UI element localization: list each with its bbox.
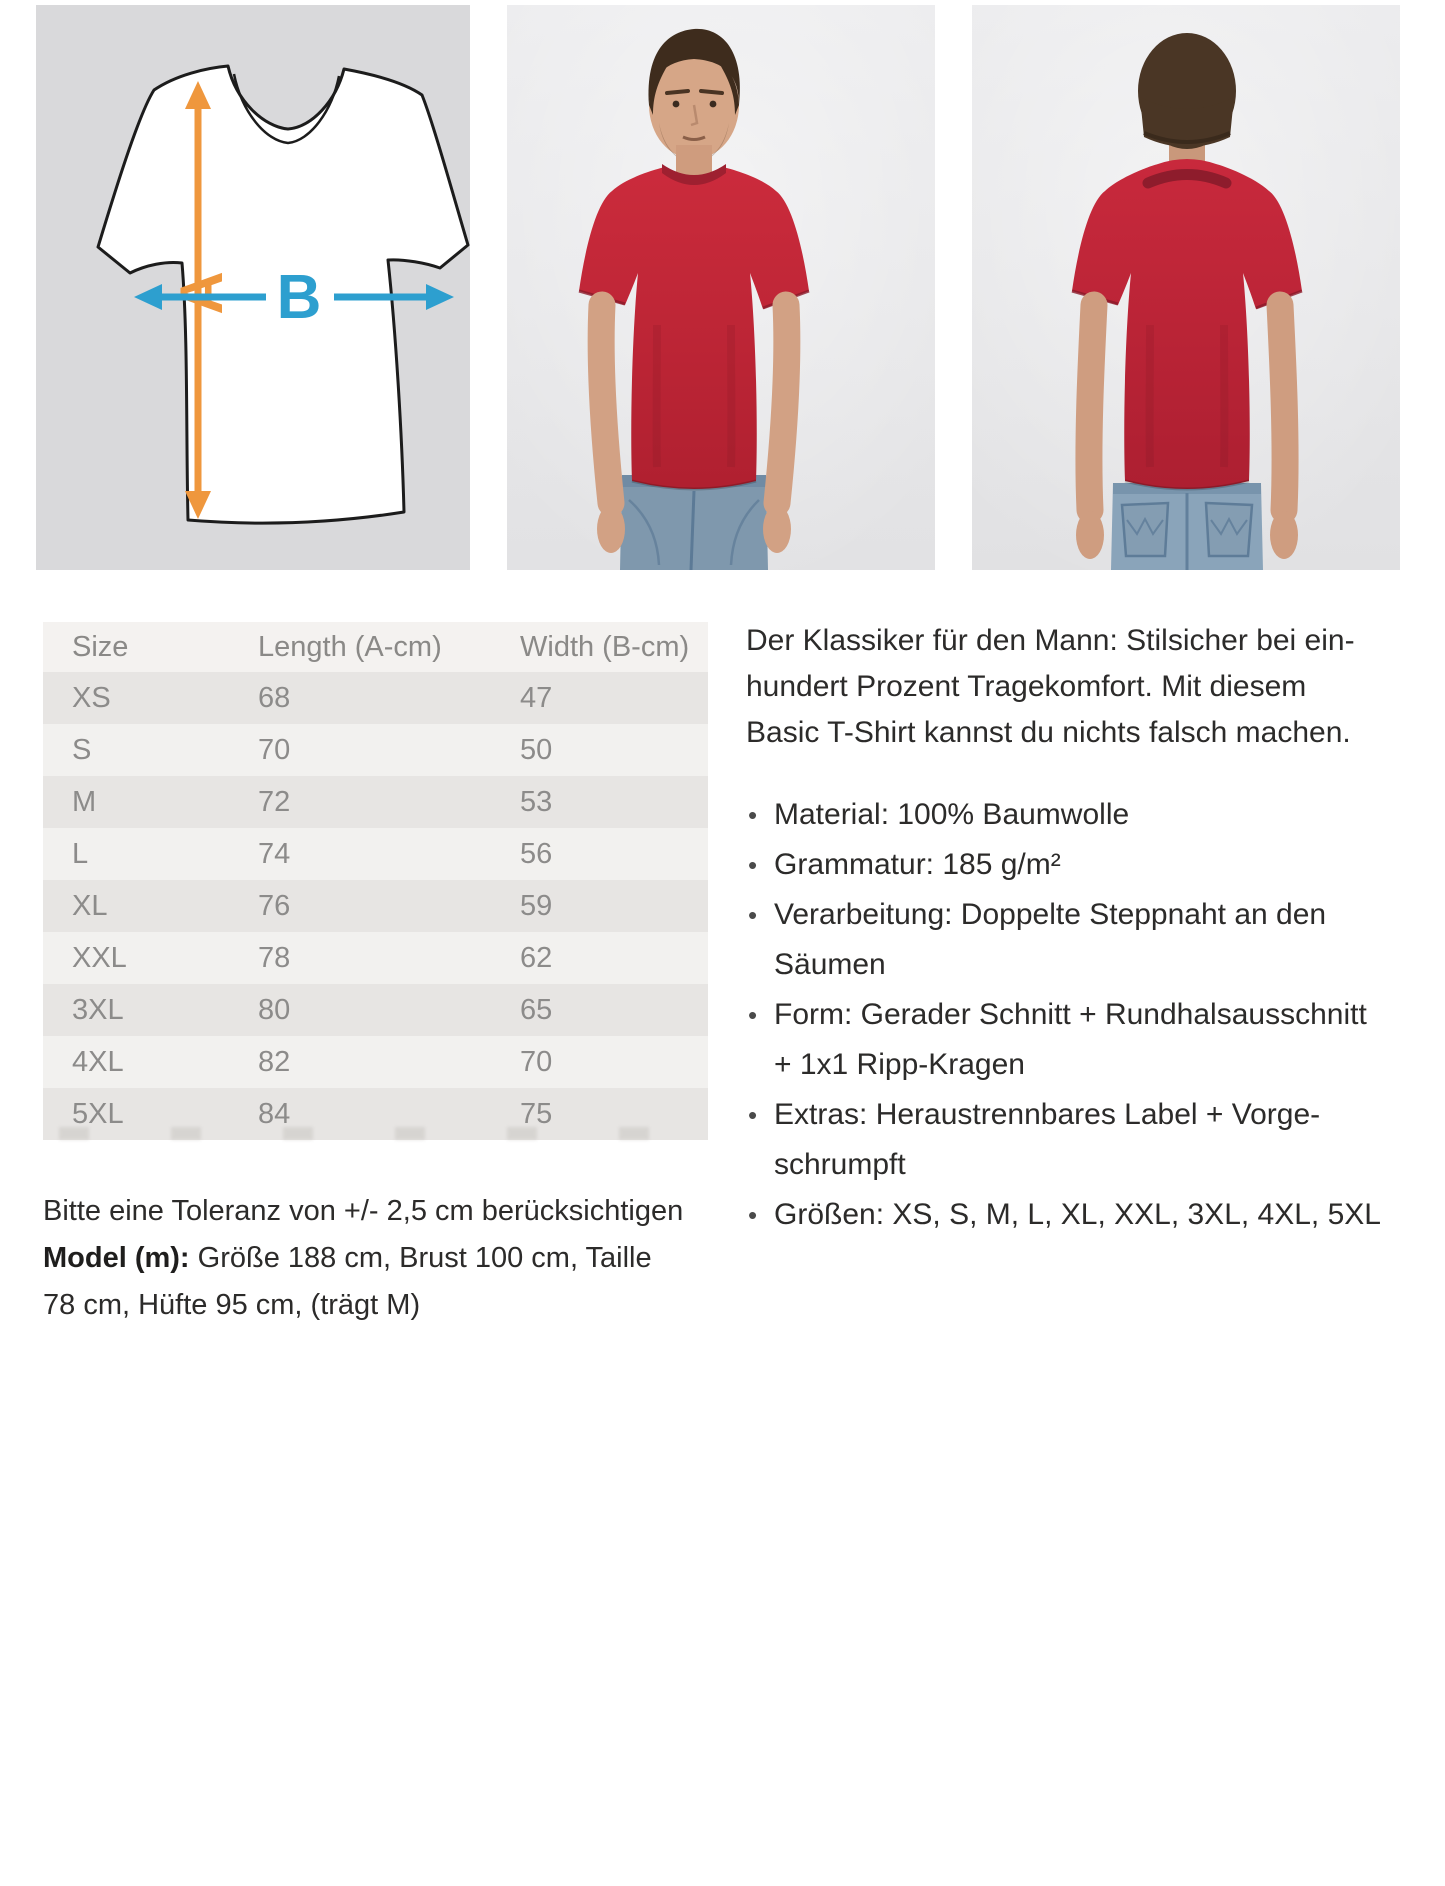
table-cell: 53 [520, 785, 553, 818]
bullet-item [746, 890, 1422, 990]
table-cell: 76 [258, 889, 291, 922]
table-row [43, 724, 708, 776]
table-ghost-row-artifact [43, 1127, 708, 1140]
size-column-header: Size [43, 622, 257, 672]
bullet-item [746, 790, 1422, 840]
bullet-line: + 1x1 Ripp-Kragen [774, 1048, 1025, 1081]
length-column-header: Length (A-cm) [257, 622, 519, 672]
description-intro [746, 618, 1422, 756]
table-cell: 80 [258, 993, 291, 1026]
table-row [43, 776, 708, 828]
table-cell: 74 [258, 837, 291, 870]
table-cell: 68 [258, 681, 291, 714]
bullet-line: • Grammatur: 185 g/m² [774, 848, 1061, 881]
table-cell: 50 [520, 733, 553, 766]
description-bullets [746, 790, 1422, 1240]
table-cell: 56 [520, 837, 553, 870]
back-photo-figure [972, 5, 1400, 570]
size-diagram-image[interactable] [36, 5, 470, 570]
table-cell: 75 [520, 1097, 553, 1130]
table-row [43, 1036, 708, 1088]
size-table-section [43, 622, 708, 1140]
bullet-line: • Material: 100% Baumwolle [774, 798, 1130, 831]
intro-line: hundert Prozent Tragekomfort. Mit diesem [746, 670, 1307, 703]
bullet-line: • Verarbeitung: Doppelte Steppnaht an den [774, 898, 1327, 931]
table-cell: XXL [72, 941, 127, 974]
model-measurements-1: Größe 188 cm, Brust 100 cm, Taille [189, 1242, 652, 1274]
bullet-item [746, 1190, 1422, 1240]
bullet-line: • Form: Gerader Schnitt + Rundhalsausschnitt [774, 998, 1367, 1031]
table-cell: 62 [520, 941, 553, 974]
model-note-line2: 78 cm, Hüfte 95 cm, (trägt M) [43, 1289, 421, 1321]
table-row [43, 672, 708, 724]
size-table [43, 622, 708, 1140]
table-cell: 47 [520, 681, 553, 714]
intro-line: Der Klassiker für den Mann: Stilsicher bei ein- [746, 624, 1355, 657]
jeans-back [1111, 483, 1263, 570]
size-table-header-row [43, 622, 708, 672]
table-cell: XS [72, 681, 111, 714]
model-back-photo[interactable] [972, 5, 1400, 570]
bullet-line: Säumen [774, 948, 886, 981]
table-cell: 84 [258, 1097, 291, 1130]
bullet-line: schrumpft [774, 1148, 906, 1181]
table-cell: 5XL [72, 1097, 124, 1130]
table-row [43, 880, 708, 932]
table-cell: 65 [520, 993, 553, 1026]
bullet-line: • Extras: Heraustrennbares Label + Vorge- [774, 1098, 1321, 1131]
bullet-item [746, 1090, 1422, 1190]
product-description [746, 618, 1422, 1240]
table-cell: 70 [258, 733, 291, 766]
table-cell: 4XL [72, 1045, 124, 1078]
table-cell: S [72, 733, 92, 766]
table-cell: XL [72, 889, 108, 922]
model-front-photo[interactable] [507, 5, 935, 570]
label-a: A [168, 271, 235, 315]
measurement-notes [43, 1188, 684, 1329]
table-row [43, 828, 708, 880]
label-b: B [276, 263, 322, 332]
bullet-item [746, 990, 1422, 1090]
table-row [43, 932, 708, 984]
table-cell: 70 [520, 1045, 553, 1078]
table-cell: 78 [258, 941, 291, 974]
table-cell: 82 [258, 1045, 291, 1078]
width-column-header: Width (B-cm) [519, 622, 708, 672]
table-cell: L [72, 837, 89, 870]
tolerance-note: Bitte eine Toleranz von +/- 2,5 cm berücksichtigen [43, 1195, 684, 1227]
table-cell: 59 [520, 889, 553, 922]
bullet-line: • Größen: XS, S, M, L, XL, XXL, 3XL, 4XL, 5XL [774, 1198, 1381, 1231]
model-note-line1 [43, 1235, 663, 1282]
table-cell: 3XL [72, 993, 124, 1026]
table-row [43, 984, 708, 1036]
model-label: Model (m): [43, 1242, 190, 1274]
table-cell: 72 [258, 785, 291, 818]
tshirt-measure-diagram [36, 5, 470, 570]
bullet-item [746, 840, 1422, 890]
front-photo-figure [507, 5, 935, 570]
table-cell: M [72, 785, 97, 818]
intro-line: Basic T-Shirt kannst du nichts falsch machen. [746, 716, 1351, 749]
